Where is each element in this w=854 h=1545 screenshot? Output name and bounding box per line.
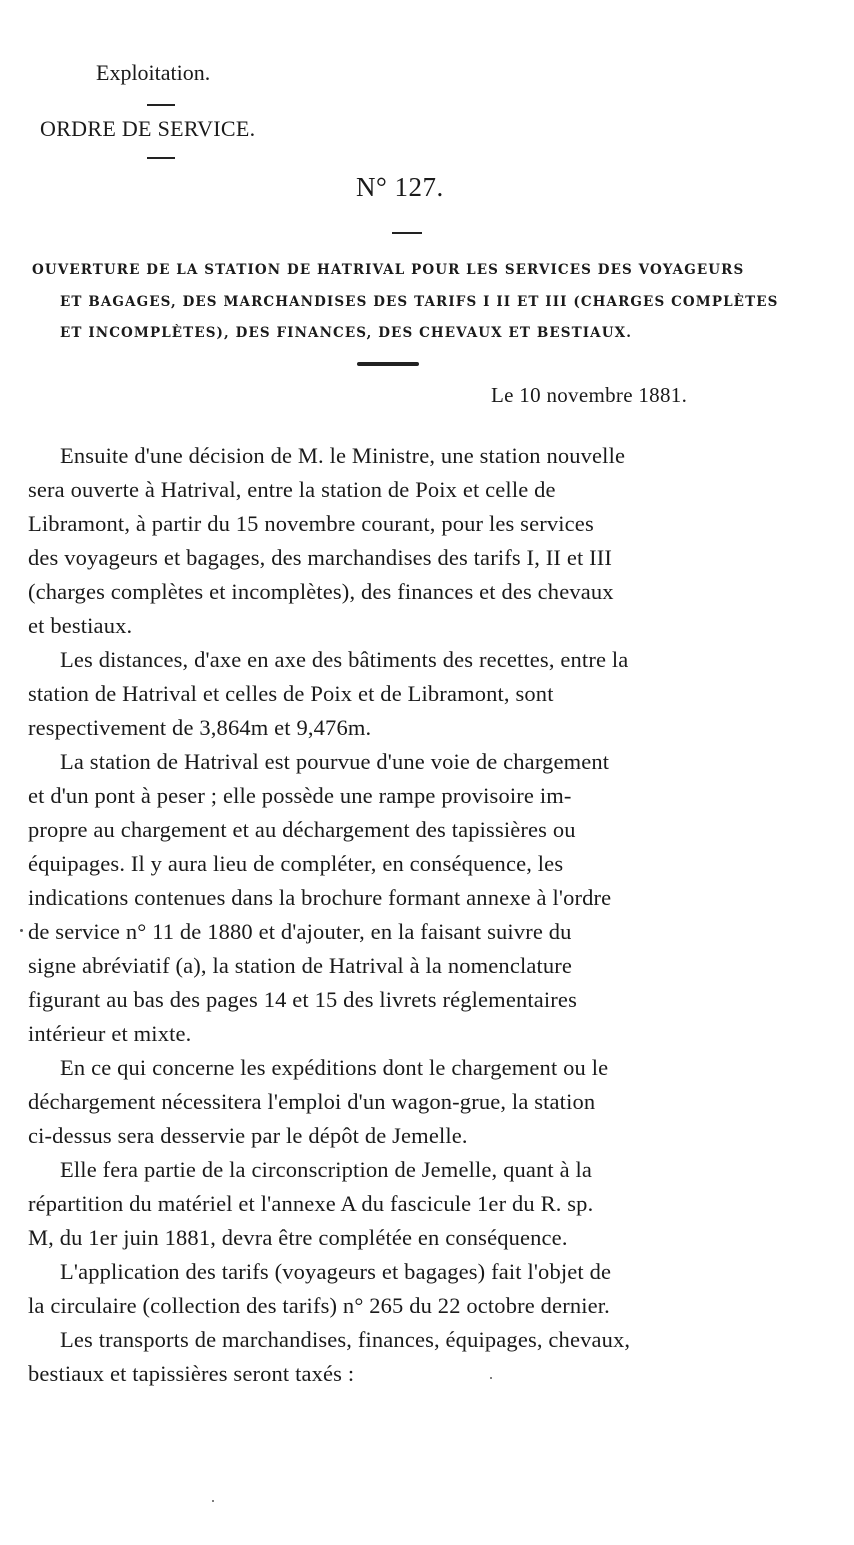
body-line: respectivement de 3,864m et 9,476m. (28, 715, 372, 740)
body-line: Les distances, d'axe en axe des bâtiments des recettes, entre la (60, 647, 629, 672)
margin-speck (20, 929, 23, 932)
body-line: et bestiaux. (28, 613, 133, 638)
body-line: de service n° 11 de 1880 et d'ajouter, en la faisant suivre du (28, 919, 572, 944)
body-line: propre au chargement et au déchargement des tapissières ou (28, 817, 576, 842)
body-line: M, du 1er juin 1881, devra être complétée en conséquence. (28, 1225, 568, 1250)
body-line: signe abréviatif (a), la station de Hatrival à la nomenclature (28, 953, 573, 978)
body-line: des voyageurs et bagages, des marchandises des tarifs I, II et III (28, 545, 613, 570)
body-line: Libramont, à partir du 15 novembre courant, pour les services (28, 511, 594, 536)
body-line: indications contenues dans la brochure formant annexe à l'ordre (28, 885, 612, 910)
order-date: Le 10 novembre 1881. (491, 383, 688, 407)
body-line: déchargement nécessitera l'emploi d'un wagon-grue, la station (28, 1089, 596, 1114)
body-line: figurant au bas des pages 14 et 15 des livrets réglementaires (28, 987, 577, 1012)
body-line: station de Hatrival et celles de Poix et de Libramont, sont (28, 681, 554, 706)
separator-dash (392, 232, 422, 234)
margin-speck (212, 1500, 214, 1502)
department-heading: Exploitation. (96, 60, 211, 85)
subject-line: ET INCOMPLÈTES), DES FINANCES, DES CHEVAUX ET BESTIAUX. (60, 325, 632, 341)
body-line: La station de Hatrival est pourvue d'une voie de chargement (60, 749, 610, 774)
body-line: Les transports de marchandises, finances, équipages, chevaux, (60, 1327, 631, 1352)
body-line: En ce qui concerne les expéditions dont le chargement ou le (60, 1055, 609, 1080)
separator-dash (147, 157, 175, 159)
body-line: Elle fera partie de la circonscription de Jemelle, quant à la (60, 1157, 593, 1182)
separator-rule (357, 362, 419, 366)
subject-line: ET BAGAGES, DES MARCHANDISES DES TARIFS I II ET III (CHARGES COMPLÈTES (60, 294, 779, 310)
body-line: Ensuite d'une décision de M. le Ministre, une station nouvelle (60, 443, 626, 468)
order-number: N° 127. (356, 172, 444, 202)
body-line: sera ouverte à Hatrival, entre la station de Poix et celle de (28, 477, 556, 502)
body-line: intérieur et mixte. (28, 1021, 192, 1046)
body-line: ci-dessus sera desservie par le dépôt de Jemelle. (28, 1123, 468, 1148)
subject-line: OUVERTURE DE LA STATION DE HATRIVAL POUR LES SERVICES DES VOYAGEURS (32, 262, 745, 278)
body-line: la circulaire (collection des tarifs) n° 265 du 22 octobre dernier. (28, 1293, 610, 1318)
body-line: équipages. Il y aura lieu de compléter, en conséquence, les (28, 851, 564, 876)
body-line: et d'un pont à peser ; elle possède une rampe provisoire im- (28, 783, 572, 808)
body-line: (charges complètes et incomplètes), des finances et des chevaux (28, 579, 614, 604)
body-line: L'application des tarifs (voyageurs et bagages) fait l'objet de (60, 1259, 612, 1284)
body-line: répartition du matériel et l'annexe A du fascicule 1er du R. sp. (28, 1191, 594, 1216)
order-type-heading: ORDRE DE SERVICE. (40, 116, 256, 141)
separator-dash (147, 104, 175, 106)
margin-speck (490, 1377, 492, 1379)
body-line: bestiaux et tapissières seront taxés : (28, 1361, 355, 1386)
